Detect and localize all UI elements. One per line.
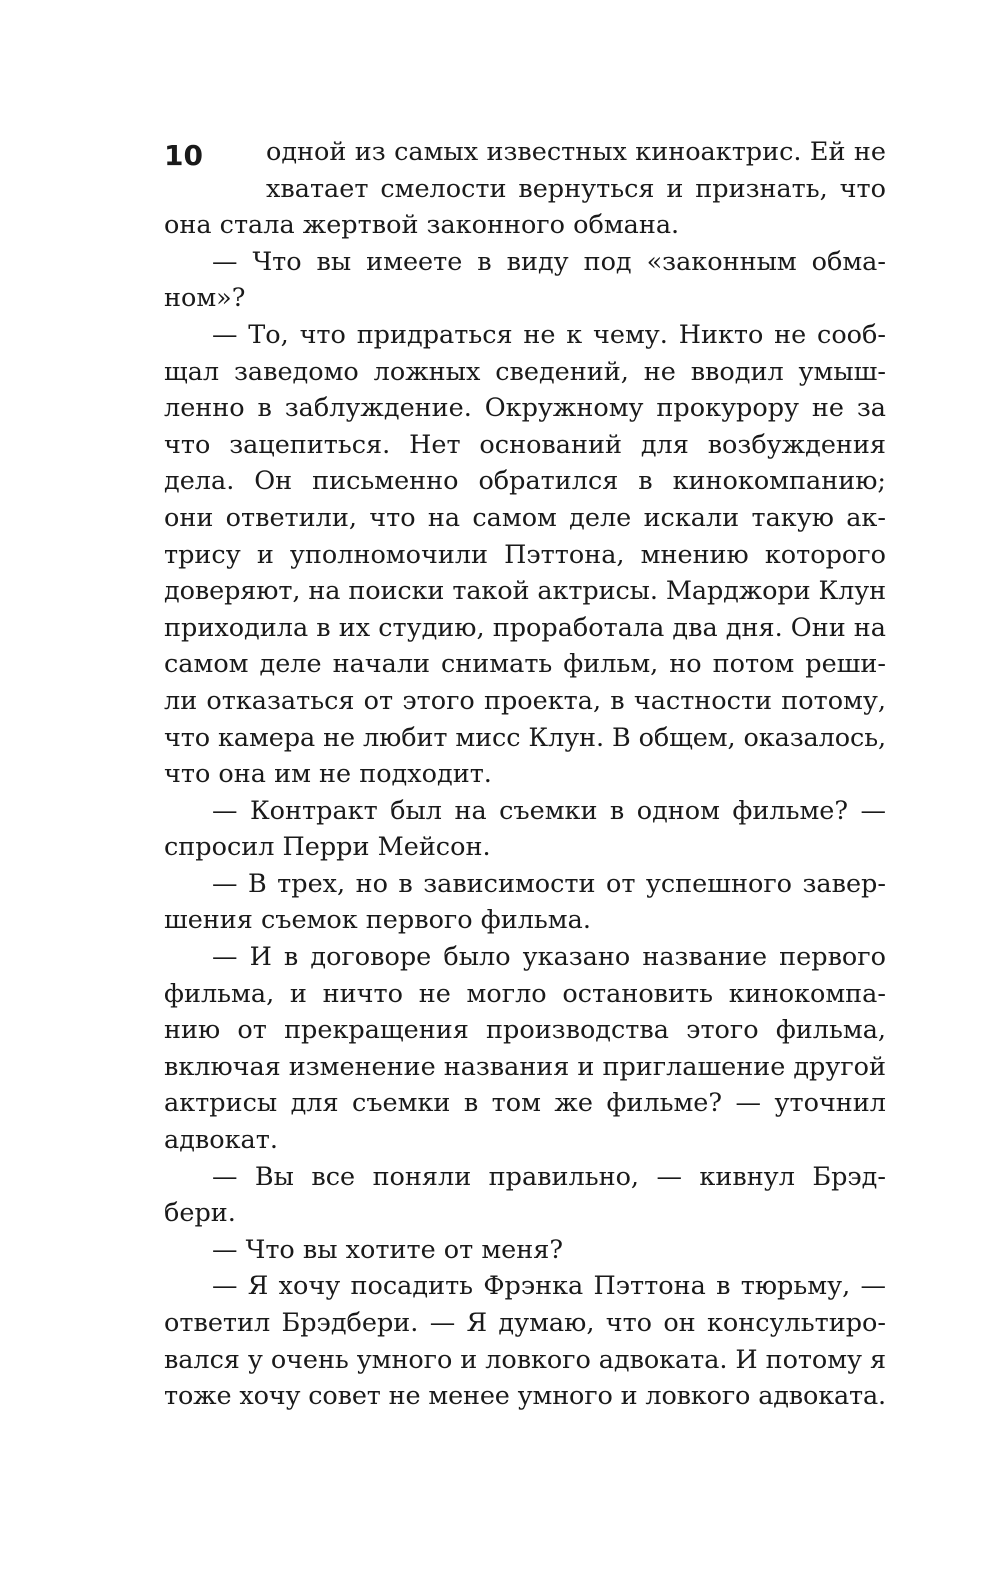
text-line: щал заведомо ложных сведений, не вводил умыш- bbox=[164, 356, 886, 387]
text-line: ном»? bbox=[164, 283, 246, 314]
text-line: спросил Перри Мейсон. bbox=[164, 832, 491, 863]
text-line: нию от прекращения производства этого фильма, bbox=[164, 1015, 886, 1046]
text-line: ли отказаться от этого проекта, в частности потому, bbox=[164, 685, 886, 716]
text-line: ответил Брэдбери. — Я думаю, что он консультиро- bbox=[164, 1308, 886, 1338]
text-line: актрисы для съемки в том же фильме? — уточнил bbox=[164, 1088, 886, 1119]
text-line: фильма, и ничто не могло остановить кинокомпа- bbox=[164, 978, 886, 1009]
text-line: — Я хочу посадить Фрэнка Пэттона в тюрьму, — bbox=[212, 1271, 886, 1302]
text-line: трису и уполномочили Пэттона, мнению которого bbox=[164, 539, 886, 570]
text-line: — Что вы имеете в виду под «законным обма- bbox=[212, 246, 886, 277]
text-line: бери. bbox=[164, 1198, 236, 1229]
text-line: что камера не любит мисс Клун. В общем, оказалось, bbox=[164, 722, 886, 753]
text-line: доверяют, на поиски такой актрисы. Марджори Клун bbox=[164, 576, 886, 607]
text-line: шения съемок первого фильма. bbox=[164, 905, 591, 936]
text-line: — Вы все поняли правильно, — кивнул Брэд- bbox=[212, 1161, 886, 1192]
text-line: вался у очень умного и ловкого адвоката. И потому я bbox=[164, 1344, 886, 1375]
text-line: они ответили, что на самом деле искали такую ак- bbox=[164, 502, 886, 533]
text-line: ленно в заблуждение. Окружному прокурору не за bbox=[164, 393, 886, 424]
text-line: — В трех, но в зависимости от успешного завер- bbox=[212, 868, 886, 899]
text-line: самом деле начали снимать фильм, но потом реши- bbox=[164, 649, 886, 680]
text-line: что она им не подходит. bbox=[164, 759, 492, 790]
text-line: адвокат. bbox=[164, 1125, 278, 1156]
text-line: что зацепиться. Нет оснований для возбуждения bbox=[164, 429, 886, 460]
text-line: дела. Он письменно обратился в кинокомпанию; bbox=[164, 466, 886, 497]
text-line: хватает смелости вернуться и признать, что bbox=[266, 173, 886, 204]
text-line: включая изменение названия и приглашение другой bbox=[164, 1051, 886, 1082]
text-line: — И в договоре было указано название первого bbox=[212, 942, 886, 973]
body-text bbox=[164, 134, 886, 1415]
text-line: — Что вы хотите от меня? bbox=[212, 1234, 564, 1265]
text-line: одной из самых известных киноактрис. Ей не bbox=[266, 137, 886, 167]
text-line: — Контракт был на съемки в одном фильме? — bbox=[212, 795, 886, 826]
text-line: приходила в их студию, проработала два дня. Они на bbox=[164, 612, 886, 643]
text-line: она стала жертвой законного обмана. bbox=[164, 210, 680, 241]
text-line: тоже хочу совет не менее умного и ловкого адвоката. bbox=[164, 1381, 886, 1412]
text-line: — То, что придраться не к чему. Никто не сооб- bbox=[212, 319, 886, 350]
page-number: 10 bbox=[164, 139, 203, 172]
